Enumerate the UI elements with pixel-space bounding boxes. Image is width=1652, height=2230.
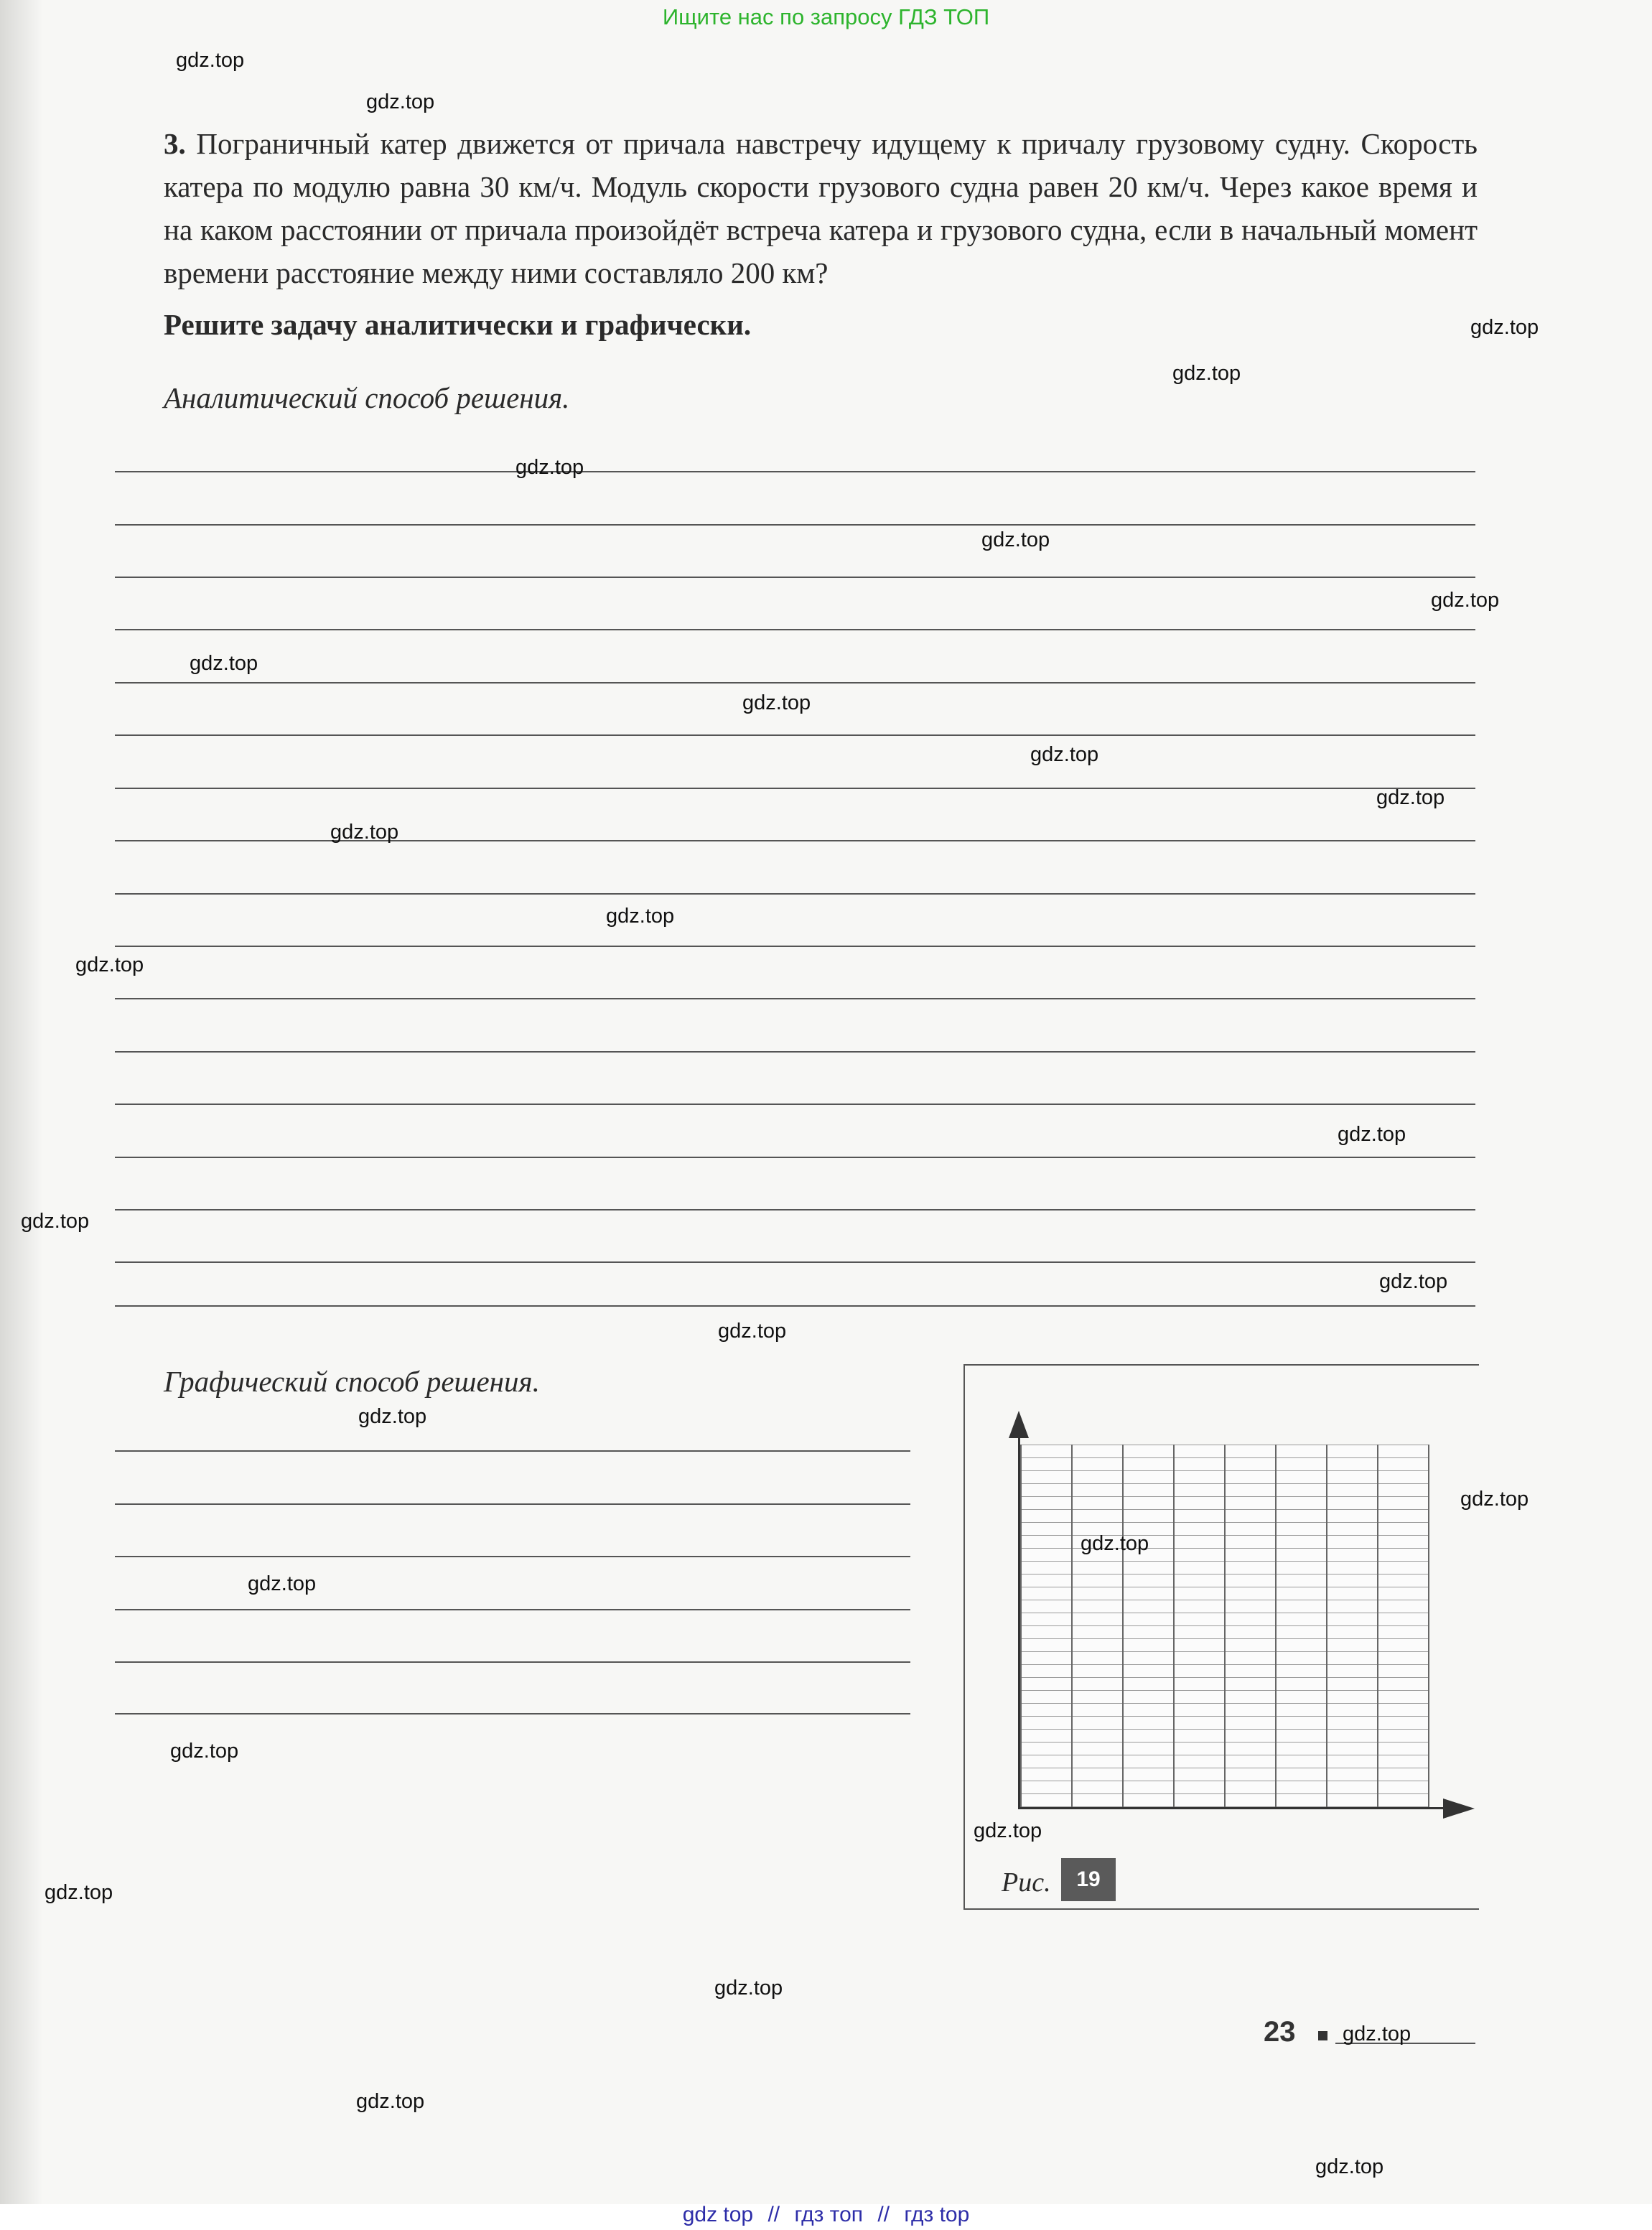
answer-line — [115, 840, 1475, 841]
answer-line — [115, 1104, 1475, 1105]
watermark: gdz.top — [714, 1977, 783, 2000]
watermark: gdz.top — [330, 821, 399, 844]
top-banner[interactable]: Ищите нас по запросу ГДЗ ТОП — [662, 4, 990, 29]
watermark: gdz.top — [366, 90, 435, 113]
watermark: gdz.top — [356, 2090, 425, 2113]
watermark: gdz.top — [1460, 1488, 1529, 1511]
watermark: gdz.top — [75, 953, 144, 976]
answer-line — [115, 471, 1475, 472]
watermark: gdz.top — [974, 1819, 1042, 1842]
answer-line — [115, 1261, 1475, 1263]
watermark: gdz.top — [1315, 2155, 1384, 2178]
answer-line — [115, 893, 1475, 895]
watermark: gdz.top — [742, 691, 811, 714]
watermark: gdz.top — [21, 1210, 90, 1233]
answer-line — [115, 788, 1475, 789]
watermark: gdz.top — [1081, 1532, 1149, 1555]
answer-line — [115, 1157, 1475, 1158]
answer-line — [115, 1503, 910, 1505]
answer-line — [115, 629, 1475, 630]
watermark: gdz.top — [1030, 743, 1099, 766]
footer-link-gdz-top[interactable]: gdz top — [682, 2203, 754, 2226]
watermark: gdz.top — [176, 49, 245, 72]
page-number-marker — [1318, 2031, 1327, 2040]
answer-line — [115, 998, 1475, 999]
watermark: gdz.top — [1431, 589, 1500, 612]
watermark: gdz.top — [1172, 362, 1241, 385]
graph-grid — [1018, 1445, 1429, 1809]
watermark: gdz.top — [170, 1740, 239, 1763]
answer-line — [115, 1661, 910, 1663]
footer-separator: // — [767, 2203, 780, 2226]
watermark: gdz.top — [190, 652, 258, 675]
answer-line — [115, 1609, 910, 1610]
page-number: 23 — [1264, 2016, 1296, 2048]
answer-line — [115, 1051, 1475, 1053]
graphic-section-title: Графический способ решения. — [164, 1365, 540, 1398]
x-axis-arrow-icon — [1443, 1799, 1475, 1819]
figure-caption: Рис. — [1002, 1867, 1051, 1898]
footer-links — [0, 2203, 1652, 2227]
answer-line — [115, 1713, 910, 1715]
analytic-section-title: Аналитический способ решения. — [164, 381, 570, 414]
watermark: gdz.top — [1338, 1123, 1406, 1146]
answer-line — [115, 1556, 910, 1557]
watermark: gdz.top — [1470, 316, 1539, 339]
figure-number-badge: 19 — [1061, 1858, 1116, 1901]
y-axis-arrow-icon — [1009, 1411, 1029, 1438]
problem-number: 3. — [164, 127, 186, 160]
watermark: gdz.top — [981, 528, 1050, 551]
page-binding-shadow — [0, 0, 43, 2204]
watermark: gdz.top — [515, 456, 584, 479]
watermark: gdz.top — [248, 1572, 317, 1595]
watermark: gdz.top — [606, 905, 675, 928]
problem-instruction: Решите задачу аналитически и графически. — [164, 308, 752, 341]
answer-line — [115, 524, 1475, 526]
footer-link-gdz-top-ru[interactable]: гдз топ — [794, 2203, 864, 2226]
watermark: gdz.top — [1376, 786, 1445, 809]
answer-line — [115, 682, 1475, 684]
watermark: gdz.top — [45, 1881, 113, 1904]
problem-text: Пограничный катер движется от причала навстречу идущему к причалу грузовому судну. Скорость катера по модулю равна 30 км/ч. Модуль скорости грузового судна равен 20 км/ч. Через какое время и на каком расстоянии от причала произойдёт встреча катера и грузового судна, если в начальный момент времени расстояние между ними составляло 200 км? — [164, 127, 1478, 289]
answer-line — [115, 1450, 910, 1452]
watermark: gdz.top — [1343, 2023, 1411, 2045]
watermark: gdz.top — [718, 1320, 787, 1343]
footer-separator: // — [877, 2203, 890, 2226]
answer-line — [115, 1305, 1475, 1307]
watermark: gdz.top — [358, 1405, 427, 1428]
problem-statement — [164, 122, 1478, 294]
footer-link-gdz-top-mixed[interactable]: гдз top — [904, 2203, 970, 2226]
answer-line — [115, 1209, 1475, 1210]
answer-line — [115, 946, 1475, 947]
answer-line — [115, 734, 1475, 736]
watermark: gdz.top — [1379, 1270, 1448, 1293]
answer-line — [115, 577, 1475, 578]
